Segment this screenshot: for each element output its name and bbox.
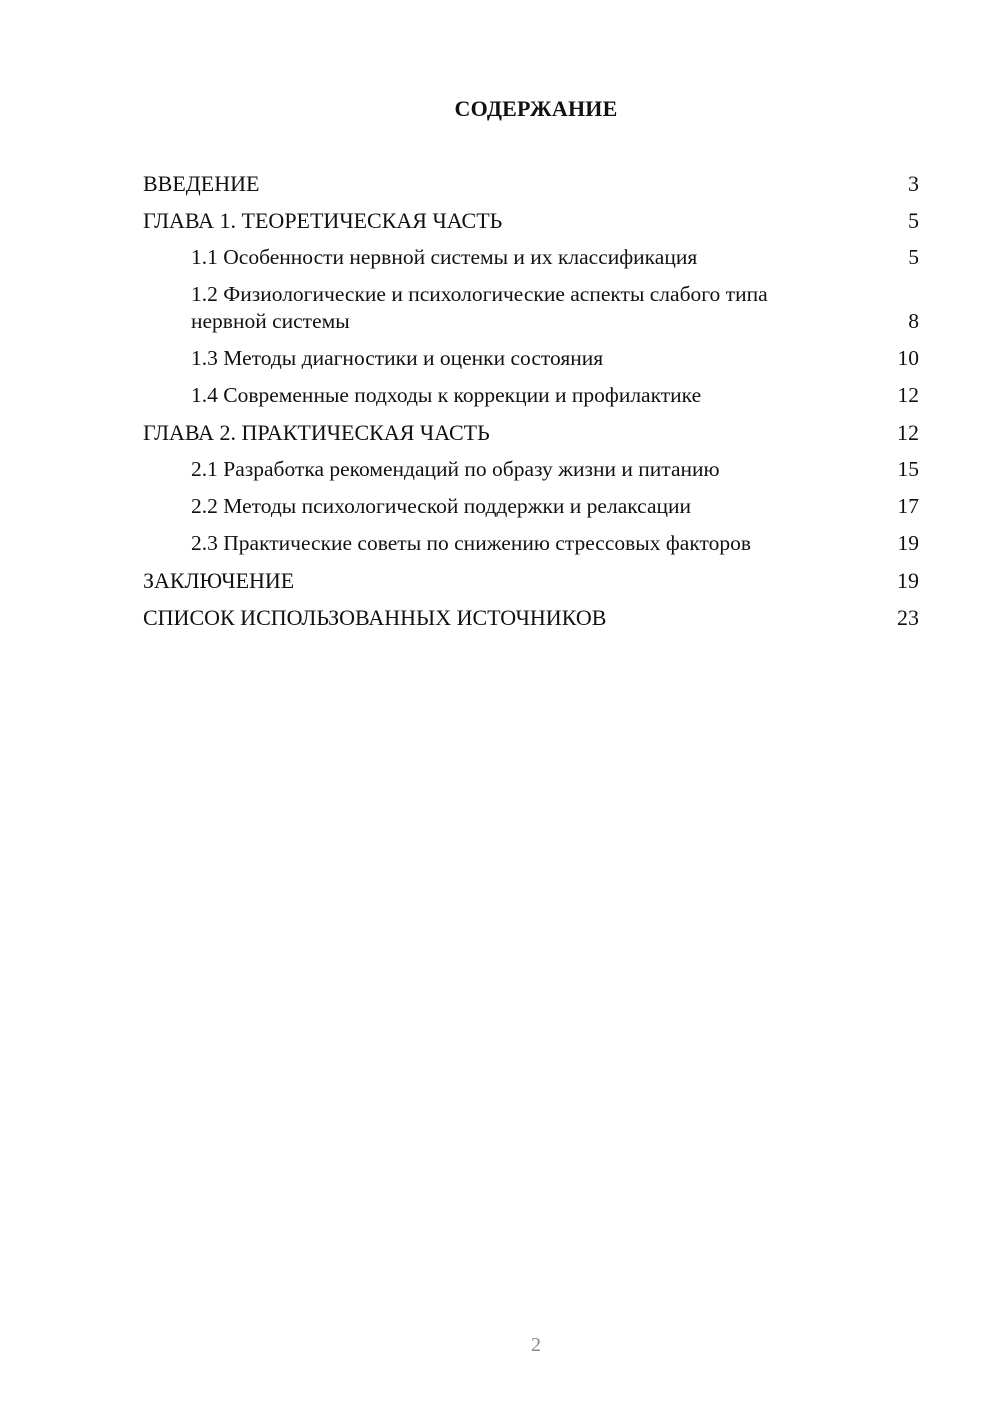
toc-entry-conclusion[interactable] [143,567,919,594]
toc-entry-page: 10 [897,346,919,370]
toc-entry-references[interactable] [143,604,919,631]
toc-entry-label: 1.4 Современные подходы к коррекции и профилактике [191,383,702,407]
toc-entry-label: ЗАКЛЮЧЕНИЕ [143,568,295,593]
toc-entry-page: 15 [897,457,919,481]
toc-entry-page: 8 [908,309,919,333]
toc-entry-section-1-1[interactable] [143,244,919,271]
toc-entry-page: 12 [897,383,919,407]
toc-entry-label: ГЛАВА 2. ПРАКТИЧЕСКАЯ ЧАСТЬ [143,420,490,445]
toc-entry-label: ГЛАВА 1. ТЕОРЕТИЧЕСКАЯ ЧАСТЬ [143,208,503,233]
toc-entry-introduction[interactable] [143,170,919,197]
page-number: 2 [531,1334,541,1356]
toc-entry-label: 1.2 Физиологические и психологические аспекты слабого типа нервной системы [191,282,768,333]
toc-title: СОДЕРЖАНИЕ [454,96,618,121]
toc-entry-chapter-2[interactable] [143,419,919,446]
toc-entry-section-1-3[interactable] [143,345,919,372]
toc-entry-section-1-4[interactable] [143,382,919,409]
toc-entry-page: 5 [908,208,919,233]
toc-entry-page: 12 [897,420,919,445]
toc-entry-label: 1.3 Методы диагностики и оценки состояния [191,346,604,370]
toc-entry-label: ВВЕДЕНИЕ [143,171,260,196]
toc-entry-label: 2.1 Разработка рекомендаций по образу жизни и питанию [191,457,720,481]
toc-entry-page: 17 [897,494,919,518]
toc-entry-page: 19 [897,568,919,593]
toc-entry-page: 19 [897,531,919,555]
toc-entry-section-1-2[interactable] [143,281,919,335]
toc-entry-page: 3 [908,171,919,196]
toc-entry-page: 5 [908,245,919,269]
toc-entry-page: 23 [897,605,919,630]
table-of-contents [143,170,919,641]
toc-entry-section-2-2[interactable] [143,493,919,520]
toc-entry-section-2-1[interactable] [143,456,919,483]
toc-entry-label: 1.1 Особенности нервной системы и их классификация [191,245,698,269]
toc-entry-label: 2.3 Практические советы по снижению стрессовых факторов [191,531,751,555]
toc-entry-section-2-3[interactable] [143,530,919,557]
toc-entry-chapter-1[interactable] [143,207,919,234]
toc-entry-label: СПИСОК ИСПОЛЬЗОВАННЫХ ИСТОЧНИКОВ [143,605,607,630]
toc-entry-label: 2.2 Методы психологической поддержки и релаксации [191,494,692,518]
